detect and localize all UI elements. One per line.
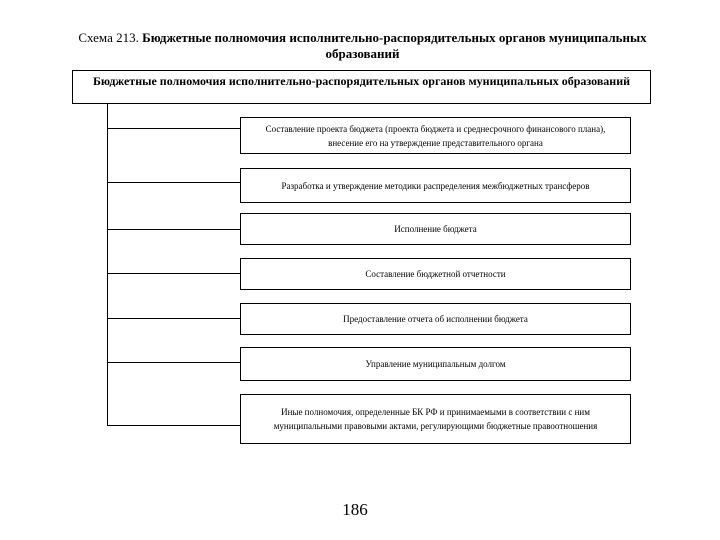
connector-trunk xyxy=(107,104,108,426)
node-budget-reporting: Составление бюджетной отчетности xyxy=(240,258,631,290)
connector-3 xyxy=(107,229,240,230)
node-execution-report: Предоставление отчета об исполнении бюджета xyxy=(240,303,631,335)
node-budget-execution: Исполнение бюджета xyxy=(240,213,631,245)
connector-4 xyxy=(107,273,240,274)
node-other-powers: Иные полномочия, определенные БК РФ и принимаемыми в соответствии с ним муниципальными правовыми актами, регулирующими бюджетные правоотношения xyxy=(240,394,631,444)
diagram-title xyxy=(50,30,675,62)
diagram-title-prefix: Схема 213. xyxy=(78,30,139,45)
connector-6 xyxy=(107,362,240,363)
connector-7 xyxy=(107,425,240,426)
node-transfer-methodology: Разработка и утверждение методики распределения межбюджетных трансферов xyxy=(240,168,631,203)
connector-1 xyxy=(107,128,240,129)
node-debt-management: Управление муниципальным долгом xyxy=(240,347,631,381)
node-budget-drafting: Составление проекта бюджета (проекта бюджета и среднесрочного финансового плана), внесение его на утверждение представительного органа xyxy=(240,117,631,154)
diagram-title-main: Бюджетные полномочия исполнительно-распорядительных органов муниципальных образований xyxy=(142,30,647,61)
root-node: Бюджетные полномочия исполнительно-распорядительных органов муниципальных образований xyxy=(72,70,651,104)
connector-2 xyxy=(107,182,240,183)
connector-5 xyxy=(107,318,240,319)
page-number: 186 xyxy=(342,500,368,519)
